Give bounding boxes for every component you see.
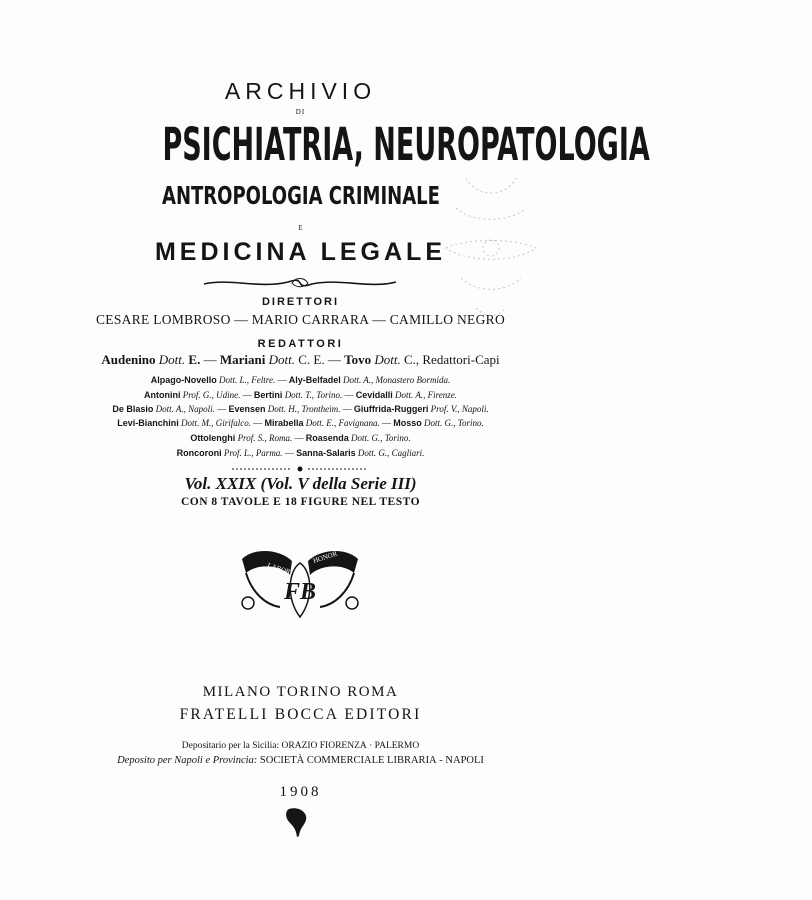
depositario-label: Depositario per la Sicilia: xyxy=(181,741,280,751)
redattore-name: Antonini xyxy=(144,390,181,400)
redattore-name: Mosso xyxy=(393,418,422,428)
capo-initial: C., xyxy=(403,352,420,367)
capo-title: Dott. xyxy=(374,352,401,367)
capo-name: Tovo xyxy=(344,352,372,367)
depositario-name: ORAZIO FIORENZA xyxy=(281,741,367,751)
redattore-name: Sanna-Salaris xyxy=(296,448,356,458)
deposito-city: NAPOLI xyxy=(445,755,484,766)
capo-name: Mariani xyxy=(219,352,266,367)
library-watermark-icon xyxy=(436,168,546,328)
svg-text:FB: FB xyxy=(283,579,317,605)
redattore-name: Evensen xyxy=(228,404,266,414)
redattore-detail: Dott. A., Monastero Bormida. xyxy=(342,375,451,385)
deposito-label: Deposito per Napoli e Provincia: xyxy=(117,755,258,766)
dotted-divider-icon xyxy=(230,465,370,473)
title-psichiatria: PSICHIATRIA, NEUROPATOLOGIA xyxy=(162,118,650,171)
redattore-detail: Dott. A., Napoli. xyxy=(155,404,215,414)
redattori-line: De Blasio Dott. A., Napoli. — Evensen Dott. H., Trontheim. — Giuffrida-Ruggeri Prof. V., Napoli. xyxy=(112,404,489,414)
redattore-name: Bertini xyxy=(253,390,283,400)
redattore-detail: Prof. L., Parma. xyxy=(223,448,283,458)
redattore-detail: Dott. H., Trontheim. xyxy=(267,404,341,414)
publication-year: 1908 xyxy=(279,784,322,800)
redattori-line: Roncoroni Prof. L., Parma. — Sanna-Salaris Dott. G., Cagliari. xyxy=(176,448,425,458)
redattore-detail: Dott. E., Favignana. xyxy=(305,418,380,428)
redattore-name: Roasenda xyxy=(305,433,349,443)
redattore-detail: Prof. G., Udine. xyxy=(182,390,241,400)
capo-initial: C. E. xyxy=(298,352,325,367)
volume-contents: CON 8 TAVOLE E 18 FIGURE NEL TESTO xyxy=(180,496,421,508)
publisher-cities: MILANO TORINO ROMA xyxy=(202,684,399,700)
direttori-heading: DIRETTORI xyxy=(261,296,340,308)
redattore-name: Aly-Belfadel xyxy=(288,375,341,385)
redattore-name: De Blasio xyxy=(112,404,154,414)
redattori-line: Ottolenghi Prof. S., Roma. — Roasenda Dott. G., Torino. xyxy=(190,433,411,443)
redattori-line: Antonini Prof. G., Udine. — Bertini Dott. T., Torino. — Cevidalli Dott. A., Firenze. xyxy=(144,390,457,400)
title-archivio: ARCHIVIO xyxy=(224,78,377,104)
redattore-name: Levi-Bianchini xyxy=(117,418,179,428)
publisher-logo-icon xyxy=(236,545,364,623)
publisher-name: FRATELLI BOCCA EDITORI xyxy=(179,706,422,723)
title-medicina-legale: MEDICINA LEGALE xyxy=(154,238,447,266)
svg-text:HONOR: HONOR xyxy=(312,549,339,565)
redattore-detail: Dott. M., Girifalco. xyxy=(181,418,252,428)
redattori-capi-line: Audenino Dott. E. — Mariani Dott. C. E. — Tovo Dott. C., Redattori-Capi xyxy=(101,352,500,367)
redattore-name: Ottolenghi xyxy=(190,433,236,443)
redattore-detail: Dott. T., Torino. xyxy=(284,390,343,400)
capo-initial: E. xyxy=(188,352,201,367)
redattore-detail: Dott. G., Cagliari. xyxy=(357,448,425,458)
conjunction-e: E xyxy=(298,224,303,232)
redattore-detail: Dott. G., Torino. xyxy=(351,433,411,443)
volume-number: Vol. XXIX (Vol. V della Serie III) xyxy=(184,474,417,493)
redattore-detail: Prof. S., Roma. xyxy=(237,433,293,443)
depositario-city: PALERMO xyxy=(374,741,420,751)
redattore-name: Mirabella xyxy=(264,418,304,428)
redattore-detail: Dott. L., Feltre. xyxy=(219,375,276,385)
title-psichiatria-line xyxy=(0,118,650,171)
svg-text:LABOR: LABOR xyxy=(266,561,292,577)
redattore-name: Cevidalli xyxy=(355,390,393,400)
depositario-line: Depositario per la Sicilia: ORAZIO FIORENZA · PALERMO xyxy=(181,741,420,751)
redattori-heading: REDATTORI xyxy=(257,338,344,350)
redattori-line: Alpago-Novello Dott. L., Feltre. — Aly-Belfadel Dott. A., Monastero Bormida. xyxy=(150,375,451,385)
redattore-detail: Prof. V., Napoli. xyxy=(430,404,489,414)
redattore-name: Giuffrida-Ruggeri xyxy=(353,404,429,414)
deposito-line: Deposito per Napoli e Provincia: SOCIETÀ COMMERCIALE LIBRARIA - NAPOLI xyxy=(117,755,484,766)
capo-name: Audenino xyxy=(101,352,156,367)
redattori-line: Levi-Bianchini Dott. M., Girifalco. — Mirabella Dott. E., Favignana. — Mosso Dott. G., Torino. xyxy=(117,418,484,428)
redattore-detail: Dott. A., Firenze. xyxy=(394,390,457,400)
redattore-name: Alpago-Novello xyxy=(150,375,217,385)
capo-title: Dott. xyxy=(158,352,186,367)
title-antropologia: ANTROPOLOGIA CRIMINALE xyxy=(161,181,440,210)
ornament-divider-icon xyxy=(200,275,400,291)
redattore-detail: Dott. G., Torino. xyxy=(424,418,484,428)
capo-title: Dott. xyxy=(268,352,295,367)
ink-stamp-icon xyxy=(284,806,310,838)
deposito-name: SOCIETÀ COMMERCIALE LIBRARIA xyxy=(259,755,437,766)
capi-suffix: Redattori-Capi xyxy=(422,352,500,367)
direttori-names: CESARE LOMBROSO — MARIO CARRARA — CAMILLO NEGRO xyxy=(95,312,505,327)
redattore-name: Roncoroni xyxy=(176,448,222,458)
conjunction-di: DI xyxy=(295,108,306,116)
